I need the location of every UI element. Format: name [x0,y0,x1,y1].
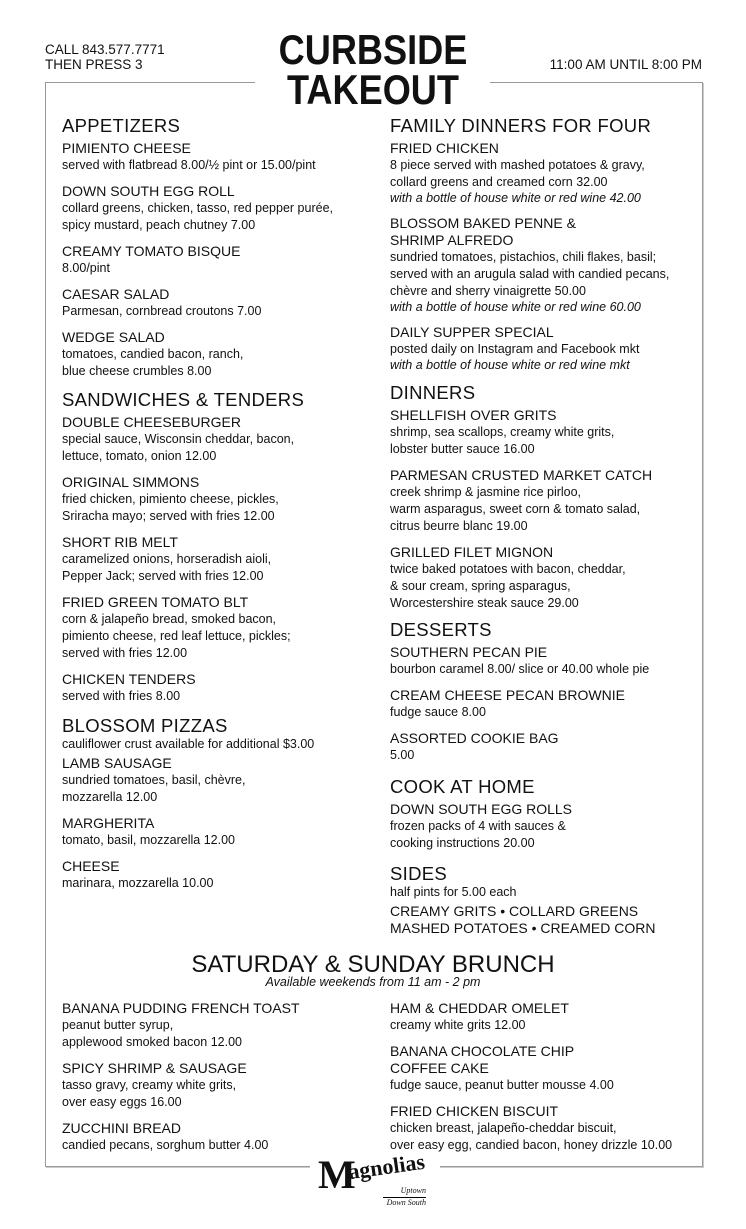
item-description: & sour cream, spring asparagus, [390,579,571,593]
menu-item [390,407,700,458]
item-name: CAESAR SALAD [62,286,170,302]
menu-item [390,1043,700,1094]
menu-section [62,390,382,714]
item-name: SPICY SHRIMP & SAUSAGE [62,1060,247,1076]
menu-item [390,903,700,937]
item-description: tomato, basil, mozzarella 12.00 [62,833,236,847]
section-subtitle: cauliflower crust available for additional $3.00 [62,737,315,751]
item-description: over easy eggs 16.00 [62,1095,182,1109]
hours: 11:00 AM UNTIL 8:00 PM [549,57,702,72]
item-description: collard greens and creamed corn 32.00 [390,175,608,189]
menu-item [62,755,382,806]
item-name-continued: MASHED POTATOES • CREAMED CORN [390,920,656,936]
item-description: cooking instructions 20.00 [390,836,535,850]
menu-item [62,815,382,849]
section-heading: SANDWICHES & TENDERS [62,389,305,410]
item-name: SHORT RIB MELT [62,534,178,550]
menu-item [62,474,382,525]
wine-pairing-note: with a bottle of house white or red wine mkt [390,358,630,372]
phone-number: CALL 843.577.7771 [45,42,165,57]
item-name: HAM & CHEDDAR OMELET [390,1000,569,1016]
section-heading: FAMILY DINNERS FOR FOUR [390,115,652,136]
item-description: lettuce, tomato, onion 12.00 [62,449,217,463]
item-description: Parmesan, cornbread croutons 7.00 [62,304,262,318]
menu-section [390,620,700,773]
menu-section [390,116,700,382]
item-name: FRIED CHICKEN BISCUIT [390,1103,559,1119]
item-name: DOWN SOUTH EGG ROLL [62,183,235,199]
menu-section [390,383,700,621]
section-heading: COOK AT HOME [390,776,535,797]
item-description: served with fries 12.00 [62,646,188,660]
item-name: FRIED CHICKEN [390,140,499,156]
item-name: PARMESAN CRUSTED MARKET CATCH [390,467,653,483]
item-name-continued: COFFEE CAKE [390,1060,489,1076]
item-description: fudge sauce 8.00 [390,705,486,719]
item-description: twice baked potatoes with bacon, cheddar, [390,562,626,576]
item-description: 8.00/pint [62,261,110,275]
item-description: served with an arugula salad with candied pecans, [390,267,670,281]
item-description: tomatoes, candied bacon, ranch, [62,347,244,361]
wine-pairing-note: with a bottle of house white or red wine 42.00 [390,191,641,205]
contact-info [45,42,165,72]
menu-item [390,324,700,373]
item-description: Worcestershire steak sauce 29.00 [390,596,579,610]
menu-item [390,644,700,678]
item-name: SOUTHERN PECAN PIE [390,644,548,660]
item-name: CREAMY TOMATO BISQUE [62,243,241,259]
logo-tagline-uptown: Uptown [400,1186,426,1195]
title-line-2: TAKEOUT [287,66,459,113]
item-name: FRIED GREEN TOMATO BLT [62,594,249,610]
item-description: creamy white grits 12.00 [390,1018,526,1032]
item-name: MARGHERITA [62,815,155,831]
menu-item [390,140,700,206]
magnolias-logo [318,1148,430,1210]
item-description: fudge sauce, peanut butter mousse 4.00 [390,1078,614,1092]
item-description: creek shrimp & jasmine rice pirloo, [390,485,582,499]
item-name: BLOSSOM BAKED PENNE & [390,215,576,231]
section-heading: SIDES [390,863,448,884]
section-heading: APPETIZERS [62,115,181,136]
item-name: ZUCCHINI BREAD [62,1120,182,1136]
menu-item [62,183,382,234]
item-description: chèvre and sherry vinaigrette 50.00 [390,284,586,298]
item-name: ORIGINAL SIMMONS [62,474,200,490]
item-description: shrimp, sea scallops, creamy white grits, [390,425,615,439]
item-description: over easy egg, candied bacon, honey drizzle 10.00 [390,1138,673,1152]
item-description: pimiento cheese, red leaf lettuce, pickles; [62,629,291,643]
menu-section [390,777,700,861]
item-description: candied pecans, sorghum butter 4.00 [62,1138,269,1152]
menu-section [62,1000,382,1163]
item-name: CHEESE [62,858,120,874]
item-description: spicy mustard, peach chutney 7.00 [62,218,256,232]
menu-item [390,1103,700,1154]
item-description: sundried tomatoes, basil, chèvre, [62,773,246,787]
item-description: special sauce, Wisconsin cheddar, bacon, [62,432,295,446]
menu-item [390,801,700,852]
section-subtitle: half pints for 5.00 each [390,885,517,899]
item-name: DOWN SOUTH EGG ROLLS [390,801,573,817]
logo-text: agnolias [346,1148,427,1185]
item-name: WEDGE SALAD [62,329,165,345]
menu-item [62,1060,382,1111]
menu-item [62,1120,382,1154]
item-description: applewood smoked bacon 12.00 [62,1035,242,1049]
logo-tagline-down-south: Down South [383,1197,426,1207]
item-name: DOUBLE CHEESEBURGER [62,414,241,430]
section-heading: DINNERS [390,382,476,403]
brunch-heading: SATURDAY & SUNDAY BRUNCH [191,951,555,978]
item-name: BANANA PUDDING FRENCH TOAST [62,1000,300,1016]
item-description: 8 piece served with mashed potatoes & gravy, [390,158,645,172]
menu-section [390,864,700,946]
item-description: chicken breast, jalapeño-cheddar biscuit, [390,1121,617,1135]
menu-item [62,140,382,174]
item-description: bourbon caramel 8.00/ slice or 40.00 whole pie [390,662,650,676]
item-description: mozzarella 12.00 [62,790,158,804]
menu-item [390,215,700,315]
phone-instruction: THEN PRESS 3 [45,57,143,72]
brunch-subtitle: Available weekends from 11 am - 2 pm [265,975,481,989]
item-name: ASSORTED COOKIE BAG [390,730,559,746]
item-description: sundried tomatoes, pistachios, chili flakes, basil; [390,250,657,264]
title-line-1: CURBSIDE [278,26,468,73]
wine-pairing-note: with a bottle of house white or red wine 60.00 [390,300,641,314]
item-name: DAILY SUPPER SPECIAL [390,324,554,340]
page-title [267,26,479,113]
item-description: served with fries 8.00 [62,689,181,703]
menu-item [390,544,700,612]
menu-item [62,329,382,380]
item-description: caramelized onions, horseradish aioli, [62,552,272,566]
logo-letter: M [318,1152,356,1197]
menu-item [62,671,382,705]
item-name-continued: SHRIMP ALFREDO [390,232,514,248]
menu-item [62,243,382,277]
menu-item [390,687,700,721]
item-description: collard greens, chicken, tasso, red pepper purée, [62,201,333,215]
item-description: tasso gravy, creamy white grits, [62,1078,237,1092]
menu-item [62,534,382,585]
item-name: SHELLFISH OVER GRITS [390,407,557,423]
item-description: citrus beurre blanc 19.00 [390,519,528,533]
menu-section [390,1000,700,1163]
item-description: fried chicken, pimiento cheese, pickles, [62,492,279,506]
menu-item [390,1000,700,1034]
section-heading: BLOSSOM PIZZAS [62,715,228,736]
item-name: CREAM CHEESE PECAN BROWNIE [390,687,625,703]
item-description: served with flatbread 8.00/½ pint or 15.00/pint [62,158,316,172]
item-description: warm asparagus, sweet corn & tomato salad, [390,502,641,516]
item-description: lobster butter sauce 16.00 [390,442,535,456]
menu-item [62,414,382,465]
menu-item [62,858,382,892]
item-description: marinara, mozzarella 10.00 [62,876,214,890]
menu-item [62,286,382,320]
item-name: BANANA CHOCOLATE CHIP [390,1043,575,1059]
menu-item [62,594,382,662]
item-description: corn & jalapeño bread, smoked bacon, [62,612,277,626]
item-description: posted daily on Instagram and Facebook mkt [390,342,640,356]
item-description: Pepper Jack; served with fries 12.00 [62,569,264,583]
item-description: Sriracha mayo; served with fries 12.00 [62,509,275,523]
menu-item [390,467,700,535]
item-name: CREAMY GRITS • COLLARD GREENS [390,903,639,919]
item-description: frozen packs of 4 with sauces & [390,819,566,833]
item-description: 5.00 [390,748,415,762]
item-name: CHICKEN TENDERS [62,671,196,687]
menu-item [62,1000,382,1051]
menu-item [390,730,700,764]
item-name: LAMB SAUSAGE [62,755,172,771]
item-name: PIMIENTO CHEESE [62,140,191,156]
menu-section [62,716,382,901]
section-heading: DESSERTS [390,619,492,640]
menu-section [62,116,382,389]
item-name: GRILLED FILET MIGNON [390,544,554,560]
item-description: blue cheese crumbles 8.00 [62,364,212,378]
item-description: peanut butter syrup, [62,1018,174,1032]
